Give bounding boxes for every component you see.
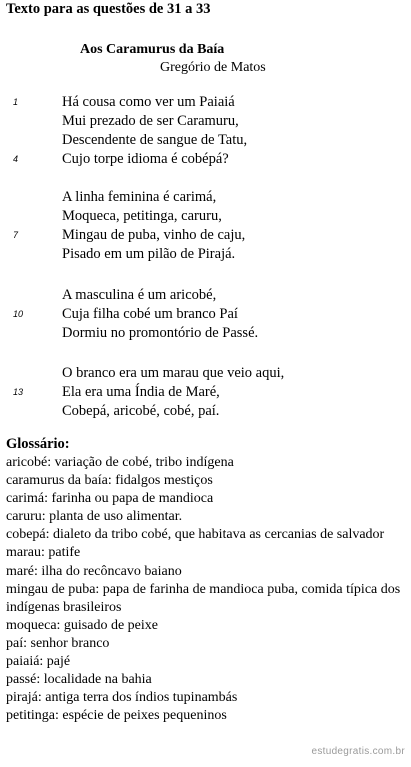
glossary-entry: aricobé: variação de cobé, tribo indígena — [6, 455, 234, 470]
glossary-entry: maré: ilha do recôncavo baiano — [6, 563, 182, 579]
glossary-entry: petitinga: espécie de peixes pequeninos — [6, 708, 227, 724]
glossary-entry: pirajá: antiga terra dos índios tupinambás — [6, 690, 238, 706]
poem-line: Moqueca, petitinga, caruru, — [62, 208, 222, 224]
poem-line: Dormiu no promontório de Passé. — [62, 325, 259, 341]
poem-title: Aos Caramurus da Baía — [80, 42, 225, 57]
glossary-entry: caruru: planta de uso alimentar. — [6, 509, 183, 525]
poem-line: O branco era um marau que veio aqui, — [62, 365, 285, 381]
line-number: 4 — [13, 154, 19, 164]
line-number: 7 — [13, 230, 19, 240]
poem-line: Ela era uma Índia de Maré, — [62, 384, 220, 400]
glossary-entry: cobepá: dialeto da tribo cobé, que habitava as cercanias de salvador — [6, 527, 385, 543]
poem-line: Há cousa como ver um Paiaiá — [62, 94, 235, 110]
glossary-entry: marau: patife — [6, 545, 81, 561]
poem-line: Mingau de puba, vinho de caju, — [62, 227, 246, 243]
glossary-entry: mingau de puba: papa de farinha de mandioca puba, comida típica dos indígenas brasileiros — [6, 581, 401, 615]
poem-author: Gregório de Matos — [160, 60, 266, 75]
poem-line: A masculina é um aricobé, — [62, 287, 217, 303]
poem-line: Cujo torpe idioma é cobépá? — [62, 151, 229, 167]
poem-line: Pisado em um pilão de Pirajá. — [62, 246, 236, 262]
line-number: 13 — [13, 387, 24, 397]
poem-line: A linha feminina é carimá, — [62, 189, 217, 205]
glossary-entry: carimá: farinha ou papa de mandioca — [6, 491, 214, 507]
poem-line: Cobepá, aricobé, cobé, paí. — [62, 403, 220, 419]
glossary-list — [6, 454, 410, 725]
poem-line: Cuja filha cobé um branco Paí — [62, 306, 238, 322]
glossary-entry: moqueca: guisado de peixe — [6, 617, 159, 633]
glossary-entry: paiaiá: pajé — [6, 654, 71, 670]
line-number: 1 — [13, 97, 19, 107]
poem-line: Descendente de sangue de Tatu, — [62, 132, 248, 148]
glossary-entry: passé: localidade na bahia — [6, 672, 152, 688]
section-heading: Texto para as questões de 31 a 33 — [6, 1, 211, 17]
poem-line: Mui prezado de ser Caramuru, — [62, 113, 239, 129]
line-number: 10 — [13, 309, 24, 319]
glossary-entry: caramurus da baía: fidalgos mestiços — [6, 473, 213, 489]
glossary-entry: paí: senhor branco — [6, 635, 110, 651]
watermark: estudegratis.com.br — [311, 746, 405, 757]
glossary-title: Glossário: — [6, 436, 70, 452]
